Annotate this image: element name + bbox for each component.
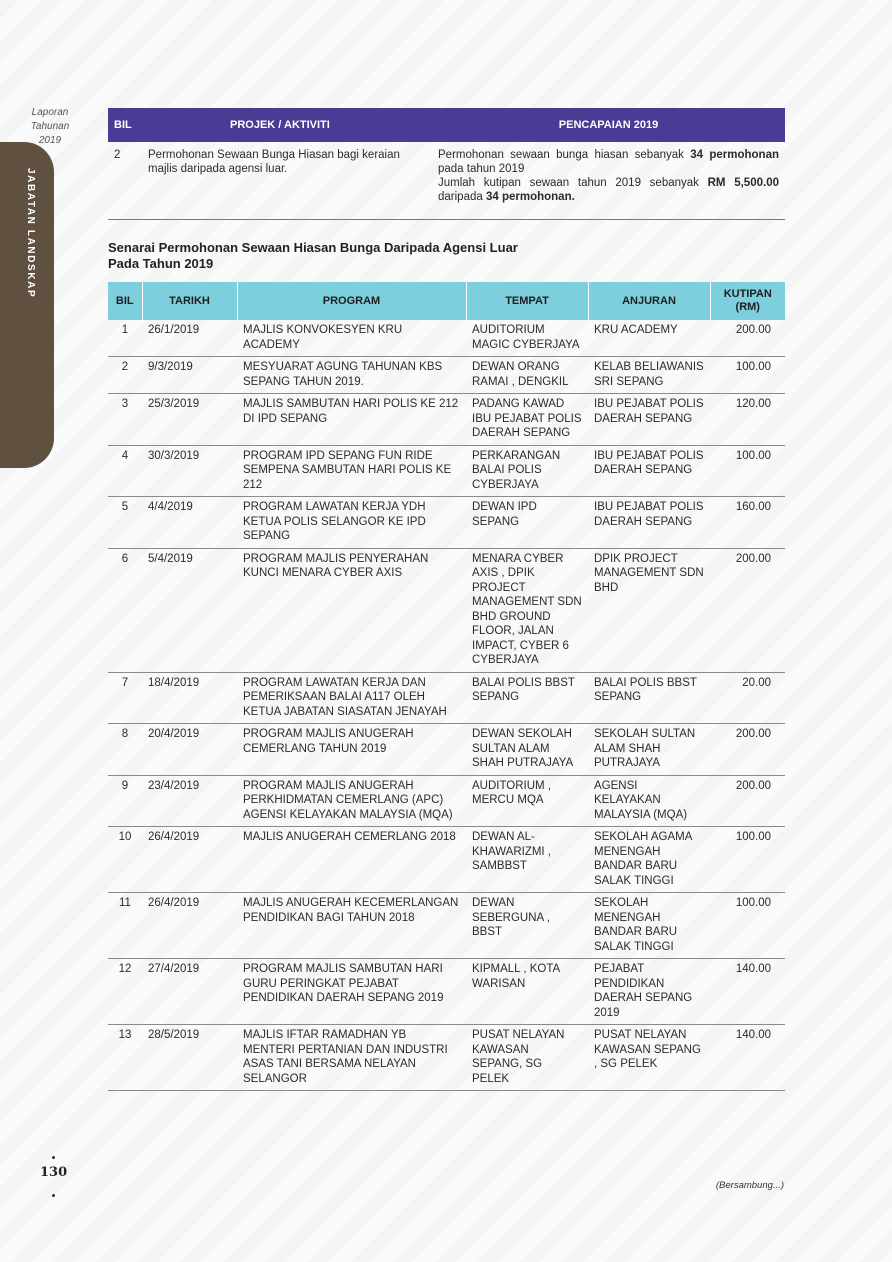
report-label [22,106,78,148]
cell-tempat: KIPMALL , KOTA WARISAN [466,959,588,1025]
column-header-bil: BIL [108,282,142,320]
cell-tarikh: 20/4/2019 [142,724,237,776]
cell-tempat: PUSAT NELAYAN KAWASAN SEPANG, SG PELEK [466,1025,588,1091]
cell-tempat: DEWAN SEKOLAH SULTAN ALAM SHAH PUTRAJAYA [466,724,588,776]
cell-program: MAJLIS ANUGERAH CEMERLANG 2018 [237,827,466,893]
cell-tempat: DEWAN IPD SEPANG [466,497,588,549]
cell-tempat: DEWAN AL-KHAWARIZMI , SAMBBST [466,827,588,893]
cell-program: MESYUARAT AGUNG TAHUNAN KBS SEPANG TAHUN 2019. [237,357,466,394]
cell-kutipan: 140.00 [710,1025,785,1091]
cell-tarikh: 27/4/2019 [142,959,237,1025]
cell-program: MAJLIS KONVOKESYEN KRU ACADEMY [237,320,466,357]
cell-bil: 5 [108,497,142,549]
cell-tempat: AUDITORIUM , MERCU MQA [466,775,588,827]
summary-table [108,108,785,204]
summary-header-projek: PROJEK / AKTIVITI [142,108,432,142]
cell-program: PROGRAM MAJLIS SAMBUTAN HARI GURU PERINGKAT PEJABAT PENDIDIKAN DAERAH SEPANG 2019 [237,959,466,1025]
cell-kutipan: 100.00 [710,357,785,394]
cell-bil: 9 [108,775,142,827]
cell-program: PROGRAM LAWATAN KERJA YDH KETUA POLIS SELANGOR KE IPD SEPANG [237,497,466,549]
cell-tarikh: 5/4/2019 [142,548,237,672]
page-dot [52,1156,55,1159]
cell-anjuran: SEKOLAH AGAMA MENENGAH BANDAR BARU SALAK TINGGI [588,827,710,893]
page-dot [52,1194,55,1197]
pencapaian-segment: 34 permohonan. [485,191,575,203]
cell-kutipan: 100.00 [710,827,785,893]
cell-anjuran: DPIK PROJECT MANAGEMENT SDN BHD [588,548,710,672]
cell-tarikh: 26/1/2019 [142,320,237,357]
table-row [108,775,785,827]
cell-kutipan: 200.00 [710,775,785,827]
cell-program: MAJLIS ANUGERAH KECEMERLANGAN PENDIDIKAN BAGI TAHUN 2018 [237,893,466,959]
summary-divider [108,219,785,220]
summary-row [108,142,785,204]
side-tab-label: JABATAN LANDSKAP [25,168,36,299]
cell-anjuran: PUSAT NELAYAN KAWASAN SEPANG , SG PELEK [588,1025,710,1091]
table-row [108,320,785,357]
cell-program: MAJLIS IFTAR RAMADHAN YB MENTERI PERTANIAN DAN INDUSTRI ASAS TANI BERSAMA NELAYAN SELANGOR [237,1025,466,1091]
cell-tarikh: 23/4/2019 [142,775,237,827]
summary-pencapaian [432,142,785,204]
cell-anjuran: PEJABAT PENDIDIKAN DAERAH SEPANG 2019 [588,959,710,1025]
cell-anjuran: BALAI POLIS BBST SEPANG [588,672,710,724]
table-row [108,445,785,497]
cell-anjuran: IBU PEJABAT POLIS DAERAH SEPANG [588,497,710,549]
cell-program: PROGRAM MAJLIS ANUGERAH PERKHIDMATAN CEMERLANG (APC) AGENSI KELAYAKAN MALAYSIA (MQA) [237,775,466,827]
cell-tarikh: 30/3/2019 [142,445,237,497]
cell-tarikh: 9/3/2019 [142,357,237,394]
column-header-anjuran: ANJURAN [588,282,710,320]
cell-anjuran: SEKOLAH MENENGAH BANDAR BARU SALAK TINGGI [588,893,710,959]
section-title-line: Pada Tahun 2019 [108,256,214,271]
column-header-tarikh: TARIKH [142,282,237,320]
cell-tarikh: 4/4/2019 [142,497,237,549]
cell-kutipan: 140.00 [710,959,785,1025]
cell-anjuran: IBU PEJABAT POLIS DAERAH SEPANG [588,394,710,446]
cell-program: PROGRAM MAJLIS ANUGERAH CEMERLANG TAHUN 2019 [237,724,466,776]
cell-anjuran: AGENSI KELAYAKAN MALAYSIA (MQA) [588,775,710,827]
cell-kutipan: 20.00 [710,672,785,724]
table-row [108,827,785,893]
cell-kutipan: 100.00 [710,893,785,959]
cell-kutipan: 160.00 [710,497,785,549]
cell-bil: 3 [108,394,142,446]
pencapaian-segment: Permohonan sewaan bunga hiasan sebanyak [438,149,691,161]
pencapaian-segment: RM 5,500.00 [707,177,779,189]
pencapaian-segment: 34 permohonan [690,149,779,161]
cell-tempat: DEWAN SEBERGUNA , BBST [466,893,588,959]
cell-kutipan: 120.00 [710,394,785,446]
cell-bil: 11 [108,893,142,959]
cell-tempat: MENARA CYBER AXIS , DPIK PROJECT MANAGEMENT SDN BHD GROUND FLOOR, JALAN IMPACT, CYBER 6 CYBERJAYA [466,548,588,672]
column-header-kutipan: KUTIPAN (RM) [710,282,785,320]
report-label-line: Tahunan [30,121,70,132]
cell-anjuran: SEKOLAH SULTAN ALAM SHAH PUTRAJAYA [588,724,710,776]
table-row [108,893,785,959]
section-title-line: Senarai Permohonan Sewaan Hiasan Bunga Daripada Agensi Luar [108,240,518,255]
summary-projek: Permohonan Sewaan Bunga Hiasan bagi keraian majlis daripada agensi luar. [148,149,400,175]
table-row [108,724,785,776]
cell-kutipan: 200.00 [710,548,785,672]
summary-bil: 2 [114,149,121,161]
cell-tarikh: 26/4/2019 [142,893,237,959]
report-label-line: 2019 [38,135,62,146]
table-row [108,394,785,446]
rental-table [108,282,785,1091]
continued-note: (Bersambung...) [715,1180,784,1191]
cell-program: PROGRAM IPD SEPANG FUN RIDE SEMPENA SAMBUTAN HARI POLIS KE 212 [237,445,466,497]
column-header-program: PROGRAM [237,282,466,320]
cell-bil: 1 [108,320,142,357]
cell-program: PROGRAM MAJLIS PENYERAHAN KUNCI MENARA CYBER AXIS [237,548,466,672]
cell-kutipan: 100.00 [710,445,785,497]
cell-bil: 13 [108,1025,142,1091]
table-row [108,497,785,549]
table-row [108,548,785,672]
cell-tempat: PADANG KAWAD IBU PEJABAT POLIS DAERAH SEPANG [466,394,588,446]
cell-anjuran: KELAB BELIAWANIS SRI SEPANG [588,357,710,394]
cell-bil: 7 [108,672,142,724]
cell-tarikh: 28/5/2019 [142,1025,237,1091]
cell-tempat: PERKARANGAN BALAI POLIS CYBERJAYA [466,445,588,497]
cell-kutipan: 200.00 [710,320,785,357]
cell-bil: 2 [108,357,142,394]
cell-bil: 8 [108,724,142,776]
table-row [108,1025,785,1091]
pencapaian-segment: daripada [438,191,486,203]
table-row [108,959,785,1025]
pencapaian-segment: Jumlah kutipan sewaan tahun 2019 sebanyak [438,177,708,189]
cell-tempat: DEWAN ORANG RAMAI , DENGKIL [466,357,588,394]
cell-tempat: AUDITORIUM MAGIC CYBERJAYA [466,320,588,357]
cell-tarikh: 26/4/2019 [142,827,237,893]
cell-anjuran: KRU ACADEMY [588,320,710,357]
summary-header-pencapaian: PENCAPAIAN 2019 [432,108,785,142]
table-row [108,357,785,394]
cell-tarikh: 18/4/2019 [142,672,237,724]
cell-kutipan: 200.00 [710,724,785,776]
cell-tempat: BALAI POLIS BBST SEPANG [466,672,588,724]
column-header-tempat: TEMPAT [466,282,588,320]
cell-program: MAJLIS SAMBUTAN HARI POLIS KE 212 DI IPD SEPANG [237,394,466,446]
cell-program: PROGRAM LAWATAN KERJA DAN PEMERIKSAAN BALAI A117 OLEH KETUA JABATAN SIASATAN JENAYAH [237,672,466,724]
summary-header-bil: BIL [108,108,142,142]
cell-bil: 12 [108,959,142,1025]
section-title [108,240,518,272]
cell-anjuran: IBU PEJABAT POLIS DAERAH SEPANG [588,445,710,497]
table-row [108,672,785,724]
pencapaian-segment: pada tahun 2019 [438,163,525,175]
page-number: 130 [40,1165,68,1180]
cell-bil: 6 [108,548,142,672]
cell-tarikh: 25/3/2019 [142,394,237,446]
cell-bil: 10 [108,827,142,893]
cell-bil: 4 [108,445,142,497]
report-label-line: Laporan [31,107,69,118]
